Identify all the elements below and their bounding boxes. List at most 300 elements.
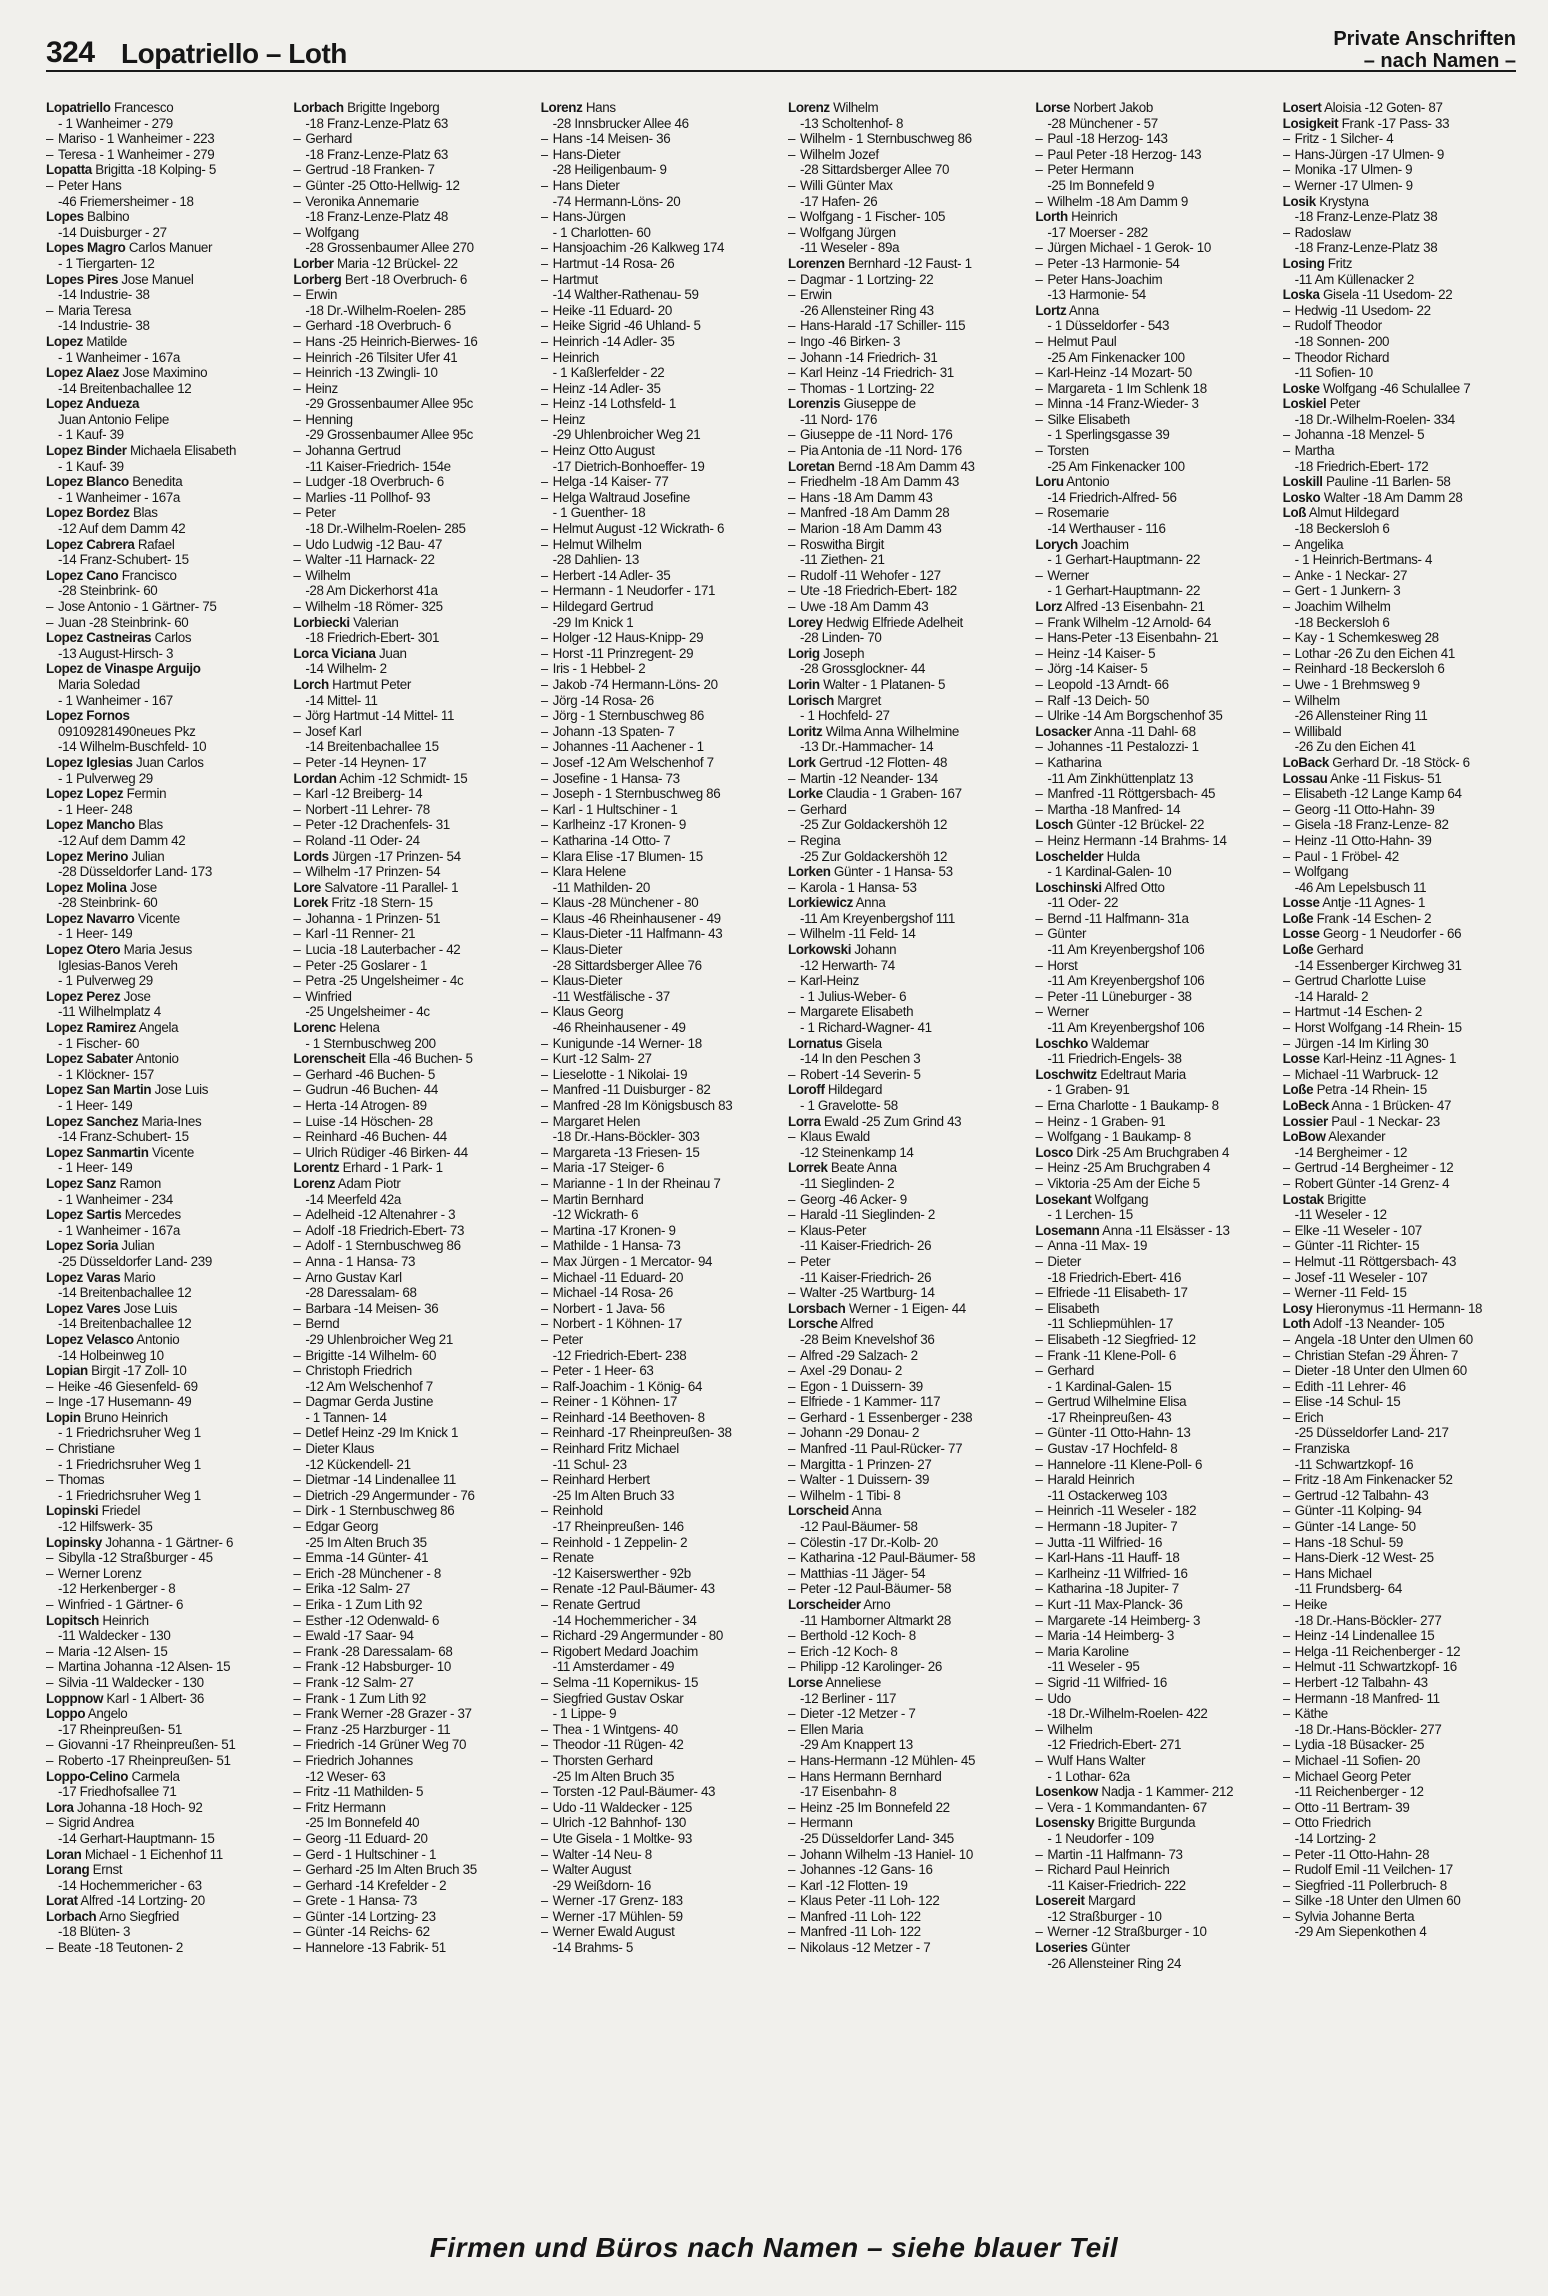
directory-entry: [293, 1425, 526, 1441]
directory-entry: [46, 1410, 279, 1426]
entry-text: Alfred -14 Lortzing- 20: [77, 1893, 205, 1909]
directory-entry: [293, 849, 526, 865]
repeat-dash: –: [293, 552, 301, 568]
repeat-dash: –: [1035, 1846, 1043, 1862]
surname: Lorig: [787, 645, 820, 661]
entry-text: Nadja - 1 Kammer- 212: [1098, 1784, 1234, 1800]
surname: Lossier: [1282, 1113, 1328, 1129]
repeat-dash: –: [540, 1815, 548, 1831]
directory-entry: [1035, 1893, 1268, 1909]
directory-entry: [46, 1659, 279, 1675]
entry-text: Wolfgang - 1 Fischer- 105: [799, 209, 946, 225]
entry-text: -14 Breitenbachallee 12: [58, 380, 192, 396]
surname: Lortz: [1035, 302, 1067, 318]
entry-text: Lieselotte - 1 Nikolai- 19: [552, 1066, 688, 1082]
entry-text: -25 Am Finkenacker 100: [1047, 349, 1185, 365]
entry-text: Radoslaw: [1294, 224, 1351, 240]
surname: Lorentz: [293, 1160, 340, 1176]
repeat-dash: –: [787, 333, 796, 349]
entry-text: Torsten -12 Paul-Bäumer- 43: [552, 1784, 716, 1800]
entry-text: Michael -11 Eduard- 20: [552, 1269, 684, 1285]
directory-entry: [293, 661, 526, 677]
entry-text: -28 Am Dickerhorst 41a: [305, 583, 438, 599]
repeat-dash: –: [1282, 1441, 1290, 1457]
directory-entry: [541, 178, 774, 194]
repeat-dash: –: [293, 801, 301, 817]
repeat-dash: –: [540, 942, 548, 958]
entry-text: -18 Franz-Lenze-Platz 63: [305, 146, 449, 162]
entry-text: -14 Hochemmericher - 34: [552, 1612, 697, 1628]
directory-entry: [293, 1223, 526, 1239]
directory-entry: [541, 1394, 774, 1410]
repeat-dash: –: [1035, 1581, 1043, 1597]
repeat-dash: –: [1282, 676, 1290, 692]
entry-text: Brigitta -18 Kolping- 5: [91, 162, 216, 178]
entry-text: Günter -14 Lange- 50: [1294, 1519, 1416, 1535]
entry-text: Gertrud Charlotte Luise: [1294, 973, 1426, 989]
directory-entry: [788, 209, 1021, 225]
entry-text: Winfried: [305, 988, 352, 1004]
repeat-dash: –: [46, 1472, 54, 1488]
entry-text: Wilhelm -18 Am Damm 9: [1047, 193, 1189, 209]
directory-entry: [46, 926, 279, 942]
repeat-dash: –: [1282, 1643, 1290, 1659]
entry-text: Barbara -14 Meisen- 36: [305, 1300, 439, 1316]
surname: Loppo: [46, 1706, 86, 1722]
surname: Lorkiewicz: [787, 895, 853, 911]
entry-text: Jose Antonio - 1 Gärtner- 75: [58, 599, 217, 614]
entry-text: Selma -11 Kopernikus- 15: [552, 1674, 699, 1690]
directory-entry: [46, 116, 279, 132]
directory-entry: [1283, 1628, 1516, 1644]
directory-entry: [46, 802, 279, 818]
entry-text: Elke -11 Weseler - 107: [1294, 1222, 1422, 1238]
repeat-dash: –: [540, 832, 548, 848]
directory-entry: [541, 1800, 774, 1816]
directory-entry: [788, 1176, 1021, 1192]
directory-entry: [1283, 459, 1516, 475]
directory-entry: [1283, 1909, 1516, 1925]
directory-entry: [46, 443, 279, 459]
directory-entry: [293, 1597, 526, 1613]
entry-text: -12 Steinenkamp 14: [799, 1144, 914, 1160]
entry-text: Heinz: [552, 411, 586, 427]
entry-text: Juan -28 Steinbrink- 60: [58, 614, 189, 630]
directory-entry: [1283, 1769, 1516, 1785]
entry-text: -29 Grossenbaumer Allee 95c: [305, 396, 474, 412]
directory-entry: [541, 958, 774, 974]
entry-text: -17 Dietrich-Bonhoeffer- 19: [552, 458, 705, 474]
directory-entry: [46, 178, 279, 194]
directory-entry: [1035, 1223, 1268, 1239]
entry-text: -11 Schul- 23: [552, 1456, 627, 1472]
repeat-dash: –: [787, 770, 796, 786]
entry-text: Wilhelm - 1 Sternbuschweg 86: [799, 131, 972, 147]
entry-text: Wolfgang: [1294, 864, 1349, 880]
entry-text: Michael -14 Rosa- 26: [552, 1285, 673, 1301]
repeat-dash: –: [1035, 1347, 1043, 1363]
repeat-dash: –: [293, 567, 301, 583]
directory-entry: [788, 1004, 1021, 1020]
repeat-dash: –: [540, 864, 548, 880]
directory-entry: [46, 287, 279, 303]
repeat-dash: –: [540, 1784, 548, 1800]
entry-text: Wolfgang Jürgen: [799, 224, 896, 240]
directory-entry: [46, 350, 279, 366]
entry-text: Jürgen -14 Im Kirling 30: [1294, 1035, 1429, 1051]
directory-entry: [541, 1425, 774, 1441]
directory-entry: [46, 973, 279, 989]
directory-entry: [46, 1082, 279, 1098]
surname: Losensky: [1035, 1815, 1095, 1831]
repeat-dash: –: [787, 1893, 796, 1909]
repeat-dash: –: [1282, 786, 1290, 802]
directory-entry: [541, 646, 774, 662]
directory-entry: [46, 240, 279, 256]
directory-entry: [788, 1363, 1021, 1379]
repeat-dash: –: [293, 1612, 301, 1628]
repeat-dash: –: [1035, 1129, 1043, 1145]
directory-entry: [1283, 615, 1516, 631]
directory-entry: [1035, 1909, 1268, 1925]
directory-entry: [46, 1379, 279, 1395]
entry-text: Helga Waltraud Josefine: [552, 489, 690, 505]
directory-entry: [1035, 1613, 1268, 1629]
directory-entry: [541, 802, 774, 818]
directory-entry: [541, 1238, 774, 1254]
entry-text: -25 Düsseldorfer Land- 217: [1294, 1425, 1449, 1441]
directory-entry: [46, 1316, 279, 1332]
directory-entry: [293, 911, 526, 927]
directory-entry: [293, 116, 526, 132]
entry-text: Matthias -11 Jäger- 54: [799, 1565, 926, 1581]
directory-entry: [788, 1270, 1021, 1286]
directory-entry: [46, 131, 279, 147]
directory-entry: [1035, 1831, 1268, 1847]
directory-entry: [46, 1519, 279, 1535]
directory-entry: [293, 552, 526, 568]
repeat-dash: –: [1035, 1160, 1043, 1176]
entry-text: Hans -25 Heinrich-Bierwes- 16: [305, 333, 478, 349]
repeat-dash: –: [293, 1082, 301, 1098]
entry-text: Jürgen Michael - 1 Gerok- 10: [1047, 240, 1211, 256]
repeat-dash: –: [540, 1222, 548, 1238]
directory-entry: [541, 209, 774, 225]
repeat-dash: –: [540, 1628, 548, 1644]
surname: Losse: [1282, 1051, 1320, 1067]
directory-entry: [293, 755, 526, 771]
directory-entry: [1283, 1566, 1516, 1582]
directory-entry: [1283, 1457, 1516, 1473]
entry-text: Frank -11 Klene-Poll- 6: [1047, 1347, 1176, 1363]
entry-text: Georg -11 Otto-Hahn- 39: [1294, 801, 1435, 817]
listing-columns: [46, 100, 1516, 2220]
directory-entry: [293, 1644, 526, 1660]
directory-entry: [788, 583, 1021, 599]
entry-text: -12 Kaiserswerther - 92b: [552, 1565, 691, 1581]
surname: Lorat: [46, 1893, 78, 1909]
repeat-dash: –: [293, 443, 301, 459]
entry-text: Wilhelm: [1294, 692, 1340, 708]
repeat-dash: –: [540, 973, 548, 989]
entry-text: Walter -11 Harnack- 22: [305, 552, 435, 568]
repeat-dash: –: [540, 567, 548, 583]
entry-text: Marlies -11 Pollhof- 93: [305, 489, 431, 505]
surname: Loschwitz: [1035, 1066, 1097, 1082]
entry-text: Margareta - 1 Im Schlenk 18: [1047, 380, 1207, 396]
directory-entry: [46, 427, 279, 443]
repeat-dash: –: [46, 614, 54, 630]
entry-text: Fritz: [1324, 255, 1353, 271]
directory-entry: [1283, 505, 1516, 521]
entry-text: -12 Weser- 63: [305, 1768, 386, 1784]
entry-text: -28 Grossenbaumer Allee 270: [305, 240, 474, 256]
entry-text: -14 Wilhelm-Buschfeld- 10: [58, 739, 207, 755]
entry-text: Gertrud -18 Franken- 7: [305, 162, 435, 178]
entry-text: Benedita: [128, 474, 183, 490]
directory-entry: [788, 1207, 1021, 1223]
repeat-dash: –: [540, 318, 548, 334]
directory-entry: [1283, 1675, 1516, 1691]
entry-text: Dirk - 1 Sternbuschweg 86: [305, 1503, 455, 1519]
repeat-dash: –: [787, 1487, 796, 1503]
repeat-dash: –: [540, 910, 548, 926]
directory-entry: [541, 1503, 774, 1519]
entry-text: Anna - 1 Brücken- 47: [1328, 1098, 1452, 1113]
entry-text: -12 Friedrich-Ebert- 238: [552, 1347, 687, 1363]
directory-entry: [541, 194, 774, 210]
entry-text: Ramon: [116, 1175, 161, 1191]
entry-text: Antonio: [133, 1331, 180, 1347]
entry-text: -11 Am Küllenacker 2: [1294, 271, 1414, 287]
directory-entry: [46, 1784, 279, 1800]
surname: Lopez Castneiras: [46, 630, 152, 646]
repeat-dash: –: [787, 287, 796, 303]
entry-text: -14 Duisburger - 27: [58, 224, 167, 240]
directory-entry: [788, 802, 1021, 818]
directory-entry: [46, 365, 279, 381]
entry-text: Arno: [860, 1597, 891, 1612]
directory-entry: [541, 256, 774, 272]
repeat-dash: –: [787, 224, 796, 240]
entry-text: Valerian: [349, 614, 399, 630]
directory-entry: [1035, 443, 1268, 459]
directory-entry: [788, 287, 1021, 303]
directory-entry: [46, 1597, 279, 1613]
repeat-dash: –: [1282, 1550, 1290, 1566]
repeat-dash: –: [1282, 1020, 1290, 1036]
repeat-dash: –: [787, 879, 796, 895]
directory-entry: [788, 1098, 1021, 1114]
directory-entry: [1035, 1550, 1268, 1566]
entry-text: Johanna -18 Hoch- 92: [73, 1799, 203, 1815]
directory-entry: [788, 303, 1021, 319]
entry-text: Karl-Hans -11 Hauff- 18: [1047, 1550, 1180, 1566]
entry-text: -11 Am Kreyenbergshof 106: [1047, 942, 1205, 958]
entry-text: Gerhard: [1047, 1363, 1094, 1379]
repeat-dash: –: [540, 1597, 548, 1612]
entry-text: Heike -11 Eduard- 20: [552, 302, 672, 318]
entry-text: Jose: [126, 879, 157, 895]
entry-text: Juan: [375, 645, 407, 661]
entry-text: - 1 Wanheimer - 234: [58, 1191, 173, 1207]
directory-entry: [46, 599, 279, 615]
entry-text: Sibylla -12 Straßburger - 45: [58, 1550, 213, 1566]
repeat-dash: –: [1035, 1628, 1043, 1644]
repeat-dash: –: [293, 1144, 301, 1160]
entry-text: Johann Wilhelm -13 Haniel- 10: [799, 1846, 973, 1862]
entry-text: Fermin: [123, 786, 167, 802]
repeat-dash: –: [1282, 1222, 1290, 1238]
directory-entry: [46, 771, 279, 787]
directory-entry: [788, 1129, 1021, 1145]
entry-text: Hansjoachim -26 Kalkweg 174: [552, 240, 725, 256]
entry-text: Johannes -11 Aachener - 1: [552, 739, 704, 755]
entry-text: Emma -14 Günter- 41: [305, 1550, 429, 1566]
entry-text: - 1 Pulverweg 29: [58, 770, 153, 786]
directory-entry: [541, 1940, 774, 1956]
entry-text: -28 Innsbrucker Allee 46: [552, 115, 689, 131]
entry-text: Günter: [1087, 1940, 1130, 1956]
repeat-dash: –: [1035, 1752, 1043, 1768]
repeat-dash: –: [1282, 1269, 1290, 1285]
repeat-dash: –: [787, 349, 796, 365]
entry-text: -25 Im Alten Bruch 35: [305, 1534, 427, 1550]
entry-text: Margaret Helen: [552, 1113, 641, 1129]
directory-entry: [1035, 926, 1268, 942]
directory-entry: [46, 334, 279, 350]
directory-entry: [788, 1924, 1021, 1940]
directory-entry: [1035, 1488, 1268, 1504]
directory-entry: [1283, 1145, 1516, 1161]
repeat-dash: –: [540, 1394, 548, 1410]
entry-text: - 1 Charlotten- 60: [552, 224, 651, 240]
repeat-dash: –: [787, 427, 796, 443]
directory-entry: [788, 1893, 1021, 1909]
directory-entry: [788, 1831, 1021, 1847]
directory-entry: [541, 1472, 774, 1488]
directory-entry: [1283, 1410, 1516, 1426]
repeat-dash: –: [540, 1238, 548, 1254]
directory-entry: [1283, 599, 1516, 615]
directory-entry: [293, 1628, 526, 1644]
directory-entry: [788, 630, 1021, 646]
directory-entry: [541, 1285, 774, 1301]
directory-entry: [293, 693, 526, 709]
entry-text: Heinrich -13 Zwingli- 10: [305, 365, 438, 381]
repeat-dash: –: [540, 1472, 548, 1488]
directory-entry: [1035, 630, 1268, 646]
directory-entry: [788, 178, 1021, 194]
entry-text: Grete - 1 Hansa- 73: [305, 1893, 418, 1909]
entry-text: Günter -11 Richter- 15: [1294, 1238, 1420, 1254]
repeat-dash: –: [46, 1441, 54, 1457]
entry-text: -11 Kaiser-Friedrich- 26: [799, 1238, 932, 1254]
repeat-dash: –: [540, 895, 548, 911]
entry-text: Günter - 1 Hansa- 53: [830, 864, 953, 880]
entry-text: Udo -11 Waldecker - 125: [552, 1799, 692, 1815]
repeat-dash: –: [540, 209, 548, 225]
repeat-dash: –: [540, 676, 548, 692]
directory-entry: [1035, 412, 1268, 428]
entry-text: Luise -14 Höschen- 28: [305, 1113, 433, 1129]
entry-text: Norbert - 1 Köhnen- 17: [552, 1316, 682, 1332]
directory-entry: [293, 1238, 526, 1254]
directory-entry: [788, 880, 1021, 896]
directory-entry: [541, 116, 774, 132]
surname: Lopez Varas: [46, 1269, 121, 1285]
entry-text: - 1 Heer- 149: [58, 926, 133, 942]
entry-text: -11 Friedrich-Engels- 38: [1047, 1051, 1182, 1067]
entry-text: Mario: [120, 1269, 156, 1285]
entry-text: -25 Im Alten Bruch 35: [552, 1768, 675, 1784]
surname: Loth: [1282, 1316, 1311, 1332]
surname: Lopatta: [46, 162, 92, 178]
directory-entry: [541, 287, 774, 303]
entry-text: Hartmut -14 Eschen- 2: [1294, 1004, 1422, 1020]
repeat-dash: –: [293, 786, 301, 802]
repeat-dash: –: [46, 1674, 54, 1690]
repeat-dash: –: [293, 988, 301, 1004]
directory-entry: [1035, 849, 1268, 865]
entry-text: -18 Franz-Lenze-Platz 38: [1294, 209, 1438, 225]
entry-text: Ralf -13 Deich- 50: [1047, 692, 1149, 708]
entry-text: Hannelore -13 Fabrik- 51: [305, 1940, 446, 1956]
entry-text: Heike -46 Giesenfeld- 69: [58, 1378, 198, 1394]
directory-entry: [46, 1332, 279, 1348]
directory-entry: [788, 989, 1021, 1005]
repeat-dash: –: [540, 926, 548, 942]
repeat-dash: –: [787, 1409, 796, 1425]
directory-entry: [1283, 1207, 1516, 1223]
directory-entry: [1283, 895, 1516, 911]
repeat-dash: –: [293, 162, 301, 178]
directory-entry: [541, 147, 774, 163]
entry-text: Walter - 1 Platanen- 5: [819, 676, 946, 692]
directory-entry: [541, 1722, 774, 1738]
surname: Lorbach: [293, 100, 344, 115]
repeat-dash: –: [293, 349, 301, 365]
entry-text: -18 Dr.-Hans-Böckler- 277: [1294, 1612, 1442, 1628]
directory-entry: [1035, 521, 1268, 537]
entry-text: Hans-Dierk -12 West- 25: [1294, 1550, 1434, 1566]
directory-entry: [46, 661, 279, 677]
directory-entry: [541, 1301, 774, 1317]
directory-entry: [46, 1207, 279, 1223]
repeat-dash: –: [1282, 817, 1290, 833]
entry-text: Peter -25 Goslarer - 1: [305, 957, 428, 973]
surname: Losko: [1282, 489, 1321, 505]
entry-text: Udo Ludwig -12 Bau- 47: [305, 536, 443, 552]
repeat-dash: –: [46, 146, 54, 162]
entry-text: -14 Brahms- 5: [552, 1940, 633, 1956]
entry-text: Karl-Heinz -11 Agnes- 1: [1319, 1051, 1457, 1067]
entry-text: -25 Zur Goldackershöh 12: [799, 817, 948, 833]
repeat-dash: –: [1282, 427, 1290, 443]
repeat-dash: –: [293, 380, 301, 396]
entry-text: Salvatore -11 Parallel- 1: [320, 879, 459, 895]
entry-text: Günter -14 Lortzing- 23: [305, 1908, 436, 1924]
directory-entry: [46, 1270, 279, 1286]
entry-text: Willibald: [1294, 723, 1342, 739]
repeat-dash: –: [1282, 1066, 1290, 1082]
entry-text: Manfred -11 Röttgersbach- 45: [1047, 786, 1216, 802]
directory-entry: [1035, 1316, 1268, 1332]
directory-entry: [541, 1145, 774, 1161]
directory-entry: [1035, 1691, 1268, 1707]
entry-text: Heinz -11 Otto-Hahn- 39: [1294, 832, 1432, 848]
entry-text: Adelheid -12 Altenahrer - 3: [305, 1207, 456, 1223]
